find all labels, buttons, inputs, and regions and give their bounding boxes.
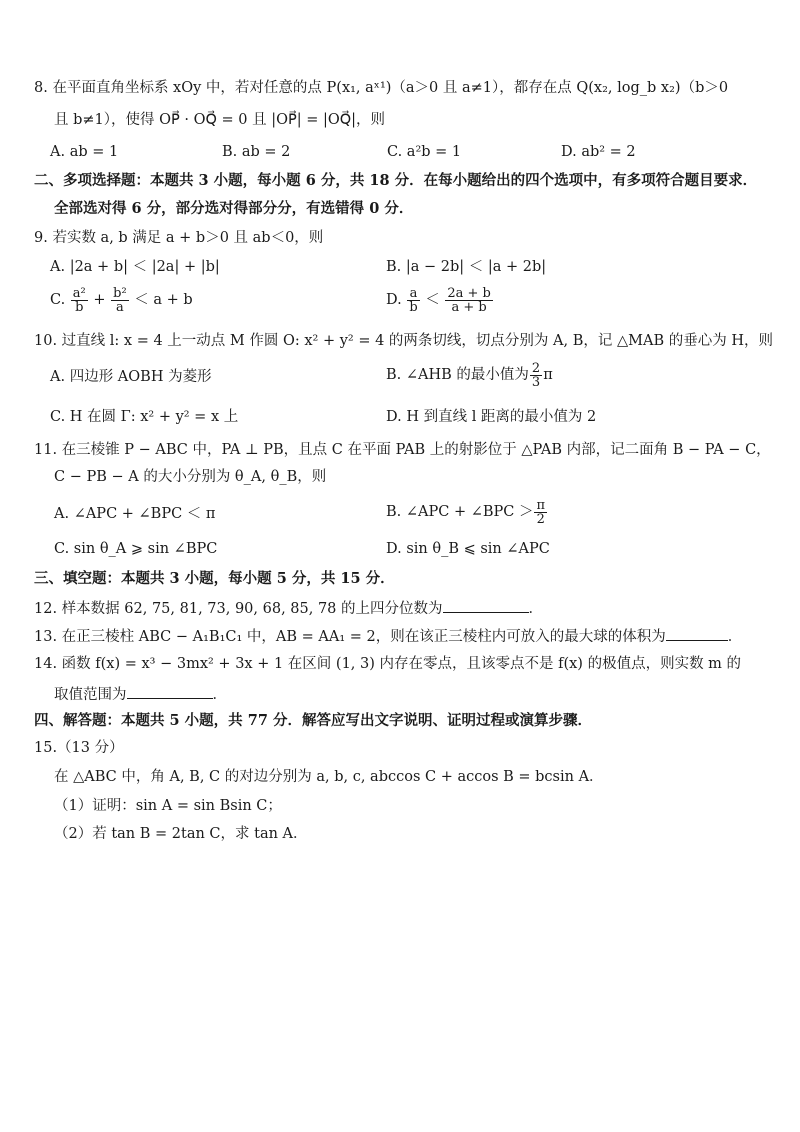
q11-line1: 11. 在三棱锥 P − ABC 中，PA ⊥ PB，且点 C 在平面 PAB 上的射影位于 △PAB 内部，记二面角 B − PA − C， (34, 442, 771, 458)
q11-option-b-fraction (534, 499, 547, 526)
q9-option-c-tail: ＜ a + b (134, 292, 193, 308)
q9-option-b: B. |a − 2b| ＜ |a + 2b| (386, 259, 547, 275)
q8-line1: 8. 在平面直角坐标系 xOy 中，若对任意的点 P(x₁, aˣ¹)（a＞0 且 a≠1），都存在点 Q(x₂, log_b x₂)（b＞0 (34, 80, 729, 96)
q9-option-c-fraction-1 (71, 287, 88, 314)
q10-option-b-text: B. ∠AHB 的最小值为 (386, 367, 529, 383)
fraction-denominator: b (409, 299, 418, 315)
q11-option-b (386, 497, 548, 527)
q11-option-a: A. ∠APC + ∠BPC ＜ π (54, 506, 216, 522)
q9-option-d-label: D. (386, 292, 402, 308)
q13-stem: 13. 在正三棱柱 ABC − A₁B₁C₁ 中，AB = AA₁ = 2，则在该正三棱柱内可放入的最大球的体积为 (34, 629, 666, 645)
q14-line2 (54, 684, 227, 704)
q14-line1: 14. 函数 f(x) = x³ − 3mx² + 3x + 1 在区间 (1, 3) 内存在零点，且该零点不是 f(x) 的极值点，则实数 m 的 (34, 656, 742, 672)
fraction-numerator: b² (113, 285, 127, 301)
q9-option-d-fraction-2 (445, 287, 493, 314)
q14-stem-tail: 取值范围为 (54, 687, 127, 703)
section2-title-line1: 二、多项选择题：本题共 3 小题，每小题 6 分，共 18 分．在每小题给出的四个选项中，有多项符合题目要求． (34, 172, 758, 189)
fraction-denominator: 3 (531, 374, 541, 390)
pi-symbol: π (543, 367, 553, 383)
section2-title-line2: 全部选对得 6 分，部分选对得部分分，有选错得 0 分． (54, 200, 414, 217)
q15-stem: 在 △ABC 中，角 A, B, C 的对边分别为 a, b, c, abccos C + accos B = bcsin A． (54, 769, 604, 785)
fraction-denominator: b (75, 299, 84, 315)
q11-option-c: C. sin θ_A ⩾ sin ∠BPC (54, 541, 218, 557)
q13-end: ． (727, 629, 743, 645)
section3-title: 三、填空题：本题共 3 小题，每小题 5 分，共 15 分． (34, 570, 395, 587)
q15-part1: （1）证明：sin A = sin Bsin C； (54, 798, 282, 814)
q13-answer-blank[interactable] (666, 626, 728, 641)
q15-header: 15.（13 分） (34, 740, 124, 756)
q11-line2: C − PB − A 的大小分别为 θ_A, θ_B，则 (54, 469, 327, 485)
q12-end: ． (528, 601, 544, 617)
q9-option-c-fraction-2 (111, 287, 129, 314)
fraction-numerator: a² (72, 285, 86, 301)
q10-option-b-fraction (530, 362, 542, 389)
q8-option-c: C. a²b = 1 (387, 144, 462, 160)
q12-text (34, 598, 543, 618)
q15-part2: （2）若 tan B = 2tan C，求 tan A． (54, 826, 308, 842)
q10-option-b (386, 360, 553, 390)
q14-answer-blank[interactable] (127, 684, 213, 699)
fraction-numerator: a (407, 287, 419, 301)
fraction-denominator: a (116, 299, 124, 315)
q10-option-c: C. H 在圆 Γ: x² + y² = x 上 (50, 409, 239, 425)
plus-sign: + (93, 292, 106, 308)
fraction-numerator: 2a + b (447, 285, 491, 301)
section4-title: 四、解答题：本题共 5 小题，共 77 分．解答应写出文字说明、证明过程或演算步骤． (34, 712, 592, 729)
q11-option-b-text: B. ∠APC + ∠BPC ＞ (386, 504, 534, 520)
fraction-numerator: π (536, 497, 546, 513)
q11-option-d: D. sin θ_B ⩽ sin ∠APC (386, 541, 550, 557)
q10-option-a: A. 四边形 AOBH 为菱形 (50, 369, 212, 385)
fraction-denominator: 2 (536, 511, 545, 527)
q9-option-c (50, 285, 193, 315)
q9-option-a: A. |2a + b| ＜ |2a| + |b| (50, 259, 220, 275)
q14-end: ． (212, 687, 227, 703)
q8-option-a: A. ab = 1 (50, 144, 119, 160)
q9-option-d-fraction-1 (407, 287, 419, 314)
q9-option-c-label: C. (50, 292, 66, 308)
q12-stem: 12. 样本数据 62, 75, 81, 73, 90, 68, 85, 78 的上四分位数为 (34, 601, 443, 617)
q8-line2: 且 b≠1），使得 OP⃗ · OQ⃗ = 0 且 |OP⃗| = |OQ⃗|，则 (54, 112, 386, 128)
q8-option-d: D. ab² = 2 (561, 144, 636, 160)
fraction-numerator: 2 (531, 360, 541, 376)
q8-option-b: B. ab = 2 (222, 144, 291, 160)
q13-text (34, 626, 742, 646)
q9-stem: 9. 若实数 a, b 满足 a + b＞0 且 ab＜0，则 (34, 230, 324, 246)
fraction-denominator: a + b (451, 299, 487, 315)
q9-option-d (386, 285, 494, 315)
q10-stem: 10. 过直线 l: x = 4 上一动点 M 作圆 O: x² + y² = 4 的两条切线，切点分别为 A, B，记 △MAB 的垂心为 H，则 (34, 333, 773, 349)
q10-option-d: D. H 到直线 l 距离的最小值为 2 (386, 409, 597, 425)
less-than-sign: ＜ (425, 292, 440, 308)
q12-answer-blank[interactable] (443, 598, 529, 613)
